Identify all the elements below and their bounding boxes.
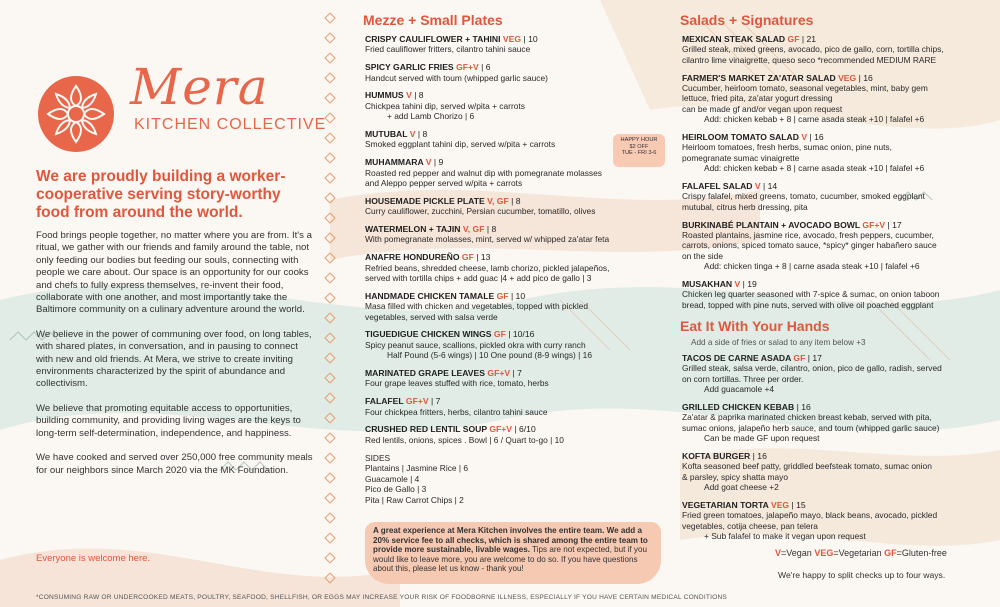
menu-item-price: | 16 bbox=[809, 132, 824, 143]
menu-item bbox=[365, 196, 665, 217]
legend-gf: GF bbox=[884, 548, 897, 558]
menu-item-description: Chickpea tahini dip, served w/pita + carrots bbox=[365, 100, 525, 111]
divider-diamond bbox=[324, 492, 335, 503]
menu-item-description: lettuce, fried pita, za'atar yogurt dressing bbox=[682, 93, 833, 104]
menu-item-description: Kofta seasoned beef patty, griddled beefsteak tomato, sumac onion bbox=[682, 461, 932, 472]
dietary-tag: VEG bbox=[770, 499, 790, 510]
hands-list bbox=[682, 353, 982, 542]
divider-diamond bbox=[324, 472, 335, 483]
menu-item-title bbox=[682, 353, 982, 363]
menu-item-description: Heirloom tomatoes, fresh herbs, sumac onion, pine nuts, bbox=[682, 142, 892, 153]
menu-item-price: | 10 bbox=[523, 34, 538, 44]
divider-diamond bbox=[324, 512, 335, 523]
menu-item-title bbox=[682, 132, 982, 142]
menu-item-name: HEIRLOOM TOMATO SALAD bbox=[682, 132, 799, 143]
menu-item bbox=[682, 181, 982, 212]
divider-diamond bbox=[324, 432, 335, 443]
menu-item-description: Four chickpea fritters, herbs, cilantro tahini sauce bbox=[365, 406, 548, 417]
menu-item-title bbox=[365, 252, 665, 262]
menu-item-name: MUSAKHAN bbox=[682, 279, 733, 290]
side-line: Plantains | Jasmine Rice | 6 bbox=[365, 463, 469, 474]
menu-item bbox=[682, 353, 982, 395]
legend-veg-text: =Vegetarian bbox=[833, 548, 885, 558]
menu-item-description: Grilled steak, mixed greens, avocado, pico de gallo, corn, tortilla chips, bbox=[682, 44, 944, 55]
menu-item-name: SPICY GARLIC FRIES bbox=[365, 62, 454, 73]
menu-item-title bbox=[365, 396, 665, 406]
menu-item-name: HANDMADE CHICKEN TAMALE bbox=[365, 290, 495, 301]
divider-diamond bbox=[324, 532, 335, 543]
menu-item-name: MUTUBAL bbox=[365, 129, 408, 140]
service-fee-bold: A great experience at Mera Kitchen involves the entire team. We add a 20% service fee to all checks, which is shared among the entire team to provide more sustainable, livable wages. bbox=[373, 526, 648, 555]
menu-item bbox=[682, 73, 982, 125]
menu-item-description: mutubal, citrus herb dressing, pita bbox=[682, 201, 808, 212]
menu-item-title bbox=[365, 291, 665, 301]
divider-diamond bbox=[324, 112, 335, 123]
menu-item-price: | 15 bbox=[791, 499, 806, 510]
menu-item-description: vegetables, served with salsa verde bbox=[365, 311, 498, 322]
intro-paragraph: We believe that promoting equitable access to opportunities, building community, and providing living wages are the keys to long-term self-determination, independence, and happiness. bbox=[36, 402, 301, 439]
menu-item-price: | 8 bbox=[511, 195, 521, 206]
menu-item-price: | 6 bbox=[481, 62, 491, 73]
divider-diamond bbox=[324, 92, 335, 103]
service-fee-rest: Tips are not expected, but if you would like to leave more, you are welcome to do so. If you have questions about this, please let us know - thank you! bbox=[373, 545, 647, 574]
column-divider bbox=[324, 14, 334, 604]
menu-item-title bbox=[365, 424, 665, 434]
divider-diamond bbox=[324, 192, 335, 203]
menu-item-price: | 17 bbox=[887, 219, 902, 230]
menu-item-description: vegetables, cotija cheese, pan telera bbox=[682, 520, 818, 531]
menu-item-description: Smoked eggplant tahini dip, served w/pita + carrots bbox=[365, 139, 556, 150]
menu-item-price: | 16 bbox=[752, 450, 767, 461]
dietary-tag: V bbox=[406, 90, 412, 101]
salads-column bbox=[682, 12, 982, 549]
dietary-tag: V bbox=[409, 129, 416, 140]
menu-item bbox=[365, 62, 665, 83]
menu-item bbox=[682, 34, 982, 65]
menu-item-name: CRISPY CAULIFLOWER + TAHINI bbox=[365, 34, 501, 44]
dietary-tag: GF+V bbox=[489, 424, 512, 435]
divider-diamond bbox=[324, 172, 335, 183]
menu-item-title bbox=[365, 62, 665, 72]
menu-item-description: Spicy peanut sauce, scallions, pickled okra with curry ranch bbox=[365, 339, 586, 350]
menu-item-description: + Sub falafel to make it vegan upon request bbox=[704, 530, 866, 541]
menu-item-price: | 10 bbox=[510, 290, 526, 301]
divider-diamond bbox=[324, 372, 335, 383]
menu-item-description: Handcut served with toum (whipped garlic sauce) bbox=[365, 72, 548, 83]
intro-paragraph: Food brings people together, no matter where you are from. It's a ritual, we gather with our friends and family around the table, not only feeding our bodies but feeding our souls, connecting with people we care about. Our space is an opportunity for our cooks and chefs to fully express themselves, re-invent their food, collaborate with one another, and most importantly take the Baltimore community on a culinary adventure around the world. bbox=[36, 230, 312, 316]
menu-item-description: Crispy falafel, mixed greens, tomato, cucumber, smoked eggplant bbox=[682, 191, 925, 202]
mera-logo-icon bbox=[36, 74, 116, 154]
menu-item-description: Add: chicken kebab + 8 | carne asada steak +10 | falafel +6 bbox=[704, 114, 925, 125]
menu-item-description: served with tortilla chips + add guac |4 + add pico de gallo | 3 bbox=[365, 273, 592, 284]
menu-item-title bbox=[682, 220, 982, 230]
brand-subtitle: KITCHEN COLLECTIVE bbox=[134, 116, 327, 133]
menu-item-name: VEGETARIAN TORTA bbox=[682, 499, 769, 510]
side-line: Pico de Gallo | 3 bbox=[365, 484, 427, 495]
menu-item-description: pomegranate sumac vinaigrette bbox=[682, 152, 800, 163]
menu-item-title bbox=[682, 279, 982, 289]
menu-item-description: Cucumber, heirloom tomato, seasonal vegetables, mint, baby gem bbox=[682, 83, 928, 94]
dietary-tag: GF bbox=[793, 352, 806, 363]
divider-diamond bbox=[324, 72, 335, 83]
menu-item bbox=[682, 500, 982, 542]
divider-diamond bbox=[324, 392, 335, 403]
menu-item-description: on the side bbox=[682, 250, 723, 261]
menu-item-name: MARINATED GRAPE LEAVES bbox=[365, 368, 486, 379]
divider-diamond bbox=[324, 132, 335, 143]
menu-item-description: Curry cauliflower, zucchini, Persian cucumber, tomatillo, olives bbox=[365, 206, 596, 217]
sides-list bbox=[365, 453, 665, 506]
divider-diamond bbox=[324, 32, 335, 43]
happy-hour-line: $2 OFF bbox=[629, 143, 649, 150]
menu-item-title bbox=[365, 224, 665, 234]
legend-gf-text: =Gluten-free bbox=[896, 548, 947, 558]
menu-item-price: | 10/16 bbox=[508, 329, 535, 340]
menu-item-description: With pomegranate molasses, mint, served w/ whipped za'atar feta bbox=[365, 234, 610, 245]
menu-item-title bbox=[365, 90, 665, 100]
menu-item-description: bread, topped with pine nuts, served with olive oil poached eggplant bbox=[682, 299, 934, 310]
side-line: Pita | Raw Carrot Chips | 2 bbox=[365, 495, 464, 506]
dietary-tag: GF+V bbox=[862, 219, 886, 230]
happy-hour-line: TUE - FRI 3-6 bbox=[621, 150, 657, 157]
menu-item bbox=[365, 252, 665, 283]
hands-subtitle: Add a side of fries or salad to any item below +3 bbox=[691, 337, 866, 347]
dietary-tag: V bbox=[801, 132, 808, 143]
mezze-list bbox=[365, 34, 665, 445]
mezze-column bbox=[365, 12, 665, 506]
menu-item-description: on corn tortillas. Three per order. bbox=[682, 373, 804, 384]
dietary-tag: GF+V bbox=[405, 396, 429, 407]
menu-item-price: | 7 bbox=[430, 396, 441, 407]
menu-item-description: sumac onions, jalapeño herb sauce, and toum (whipped garlic sauce) bbox=[682, 422, 940, 433]
menu-item-description: Refried beans, shredded cheese, lamb chorizo, pickled jalapeños, bbox=[365, 262, 610, 273]
dietary-tag: GF+V bbox=[456, 62, 479, 73]
menu-item bbox=[682, 402, 982, 444]
menu-item-name: BURKINABÉ PLANTAIN + AVOCADO BOWL bbox=[682, 219, 861, 230]
menu-item-description: Half Pound (5-6 wings) | 10 One pound (8-9 wings) | 16 bbox=[387, 350, 592, 361]
menu-item-description: & parsley, spicy shatta mayo bbox=[682, 471, 788, 482]
menu-item-price: | 13 bbox=[476, 252, 491, 263]
menu-item-name: TACOS DE CARNE ASADA bbox=[682, 352, 792, 363]
divider-diamond bbox=[324, 352, 335, 363]
menu-item-price: | 8 bbox=[417, 129, 428, 140]
service-fee-note bbox=[365, 522, 661, 584]
side-line: SIDES bbox=[365, 452, 391, 463]
menu-item-price: | 16 bbox=[858, 72, 873, 83]
side-line: Guacamole | 4 bbox=[365, 473, 420, 484]
menu-item bbox=[365, 291, 665, 322]
menu-item-description: Chicken leg quarter seasoned with 7-spice & sumac, on onion taboon bbox=[682, 289, 940, 300]
menu-item-name: KOFTA BURGER bbox=[682, 450, 751, 461]
menu-item-description: carrots, onions, spiced tomato sauce, *spicy* ginger habañero sauce bbox=[682, 240, 937, 251]
menu-item-description: Can be made GF upon request bbox=[704, 432, 820, 443]
dietary-tag: V bbox=[754, 181, 761, 192]
intro-paragraph: We have cooked and served over 250,000 free community meals for our neighbors since March 2020 via the MK Foundation. bbox=[36, 452, 313, 476]
menu-item-price: | 19 bbox=[742, 279, 757, 290]
menu-item-price: | 14 bbox=[763, 181, 778, 192]
brand-name: Mera bbox=[130, 58, 269, 116]
menu-item-description: + add Lamb Chorizo | 6 bbox=[387, 111, 475, 122]
dietary-tag: V, GF bbox=[462, 224, 485, 235]
menu-item-title bbox=[365, 329, 665, 339]
dietary-tag: V, GF bbox=[487, 195, 509, 206]
divider-diamond bbox=[324, 272, 335, 283]
divider-diamond bbox=[324, 252, 335, 263]
divider-diamond bbox=[324, 152, 335, 163]
divider-diamond bbox=[324, 212, 335, 223]
menu-item-description: can be made gf and/or vegan upon request bbox=[682, 103, 843, 114]
mission-headline: We are proudly building a worker-cooperative serving story-worthy food from around the world. bbox=[36, 168, 286, 221]
split-checks-note: We're happy to split checks up to four ways. bbox=[778, 570, 946, 580]
divider-diamond bbox=[324, 292, 335, 303]
divider-diamond bbox=[324, 452, 335, 463]
menu-item bbox=[682, 220, 982, 272]
dietary-tag: GF bbox=[493, 329, 506, 340]
menu-item-title bbox=[682, 73, 982, 83]
menu-item-description: Roasted plantains, jasmine rice, avocado, fresh peppers, cucumber, bbox=[682, 230, 934, 241]
legend-v: V bbox=[775, 548, 782, 558]
menu-item-description: and Aleppo pepper served w/pita + carrots bbox=[365, 178, 523, 189]
menu-item-name: ANAFRE HONDUREÑO bbox=[365, 252, 460, 263]
menu-item bbox=[365, 368, 665, 389]
dietary-tag: VEG bbox=[838, 72, 857, 83]
mezze-section-title: Mezze + Small Plates bbox=[363, 12, 503, 28]
menu-item-description: Fried green tomatoes, jalapeño mayo, black beans, avocado, pickled bbox=[682, 510, 938, 521]
food-safety-disclaimer: *CONSUMING RAW OR UNDERCOOKED MEATS, POULTRY, SEAFOOD, SHELLFISH, OR EGGS MAY INCREASE YOUR RISK OF FOODBORNE ILLNESS, ESPECIALLY IF YOU HAVE CERTAIN MEDICAL CONDITIONS bbox=[36, 594, 728, 601]
divider-diamond bbox=[324, 52, 335, 63]
menu-item-name: FARMER'S MARKET ZA'ATAR SALAD bbox=[682, 72, 836, 83]
menu-item bbox=[682, 132, 982, 174]
happy-hour-badge bbox=[613, 134, 665, 167]
legend-v-text: =Vegan bbox=[781, 548, 815, 558]
salads-list bbox=[682, 34, 982, 310]
menu-item-name: CRUSHED RED LENTIL SOUP bbox=[365, 424, 487, 435]
divider-diamond bbox=[324, 572, 335, 583]
dietary-tag: V bbox=[734, 279, 741, 290]
menu-item-description: Red lentils, onions, spices . Bowl | 6 / Quart to-go | 10 bbox=[365, 434, 564, 445]
menu-item-title bbox=[365, 368, 665, 378]
menu-item-description: Add goat cheese +2 bbox=[704, 481, 779, 492]
menu-item-name: FALAFEL SALAD bbox=[682, 181, 753, 192]
menu-item bbox=[365, 34, 665, 55]
menu-item-title bbox=[365, 34, 665, 44]
menu-item-name: HOUSEMADE PICKLE PLATE bbox=[365, 195, 485, 206]
menu-item-price: | 16 bbox=[796, 401, 811, 412]
menu-item-price: | 8 bbox=[486, 224, 497, 235]
welcome-note: Everyone is welcome here. bbox=[36, 553, 151, 564]
menu-item-name: HUMMUS bbox=[365, 90, 404, 101]
menu-item bbox=[365, 396, 665, 417]
menu-item-description: Four grape leaves stuffed with rice, tomato, herbs bbox=[365, 378, 549, 389]
dietary-tag: V bbox=[425, 157, 432, 168]
menu-item-name: WATERMELON + TAJIN bbox=[365, 224, 461, 235]
menu-item bbox=[682, 451, 982, 493]
menu-item-description: Fried cauliflower fritters, cilantro tahini sauce bbox=[365, 44, 531, 55]
menu-item-price: | 21 bbox=[801, 34, 817, 44]
divider-diamond bbox=[324, 332, 335, 343]
menu-item-name: FALAFEL bbox=[365, 396, 404, 407]
divider-diamond bbox=[324, 312, 335, 323]
dietary-tag: GF bbox=[461, 252, 474, 263]
menu-item-price: | 8 bbox=[414, 90, 424, 101]
intro-text bbox=[36, 230, 316, 489]
menu-item-price: | 7 bbox=[512, 368, 522, 379]
menu-item-name: TIGUEDIGUE CHICKEN WINGS bbox=[365, 329, 492, 340]
menu-item-price: | 6/10 bbox=[514, 424, 536, 435]
menu-item-name: MUHAMMARA bbox=[365, 157, 424, 168]
menu-item-price: | 9 bbox=[433, 157, 444, 168]
menu-item-title bbox=[365, 196, 665, 206]
divider-diamond bbox=[324, 12, 335, 23]
menu-item-description: Za'atar & paprika marinated chicken breast kebab, served with pita, bbox=[682, 412, 932, 423]
menu-item-title bbox=[682, 500, 982, 510]
menu-item-description: Add: chicken tinga + 8 | carne asada steak +10 | falafel +6 bbox=[704, 261, 920, 272]
salads-section-title: Salads + Signatures bbox=[680, 12, 814, 28]
menu-item-price: | 17 bbox=[807, 352, 822, 363]
menu-item-title bbox=[682, 34, 982, 44]
hands-section-title: Eat It With Your Hands bbox=[680, 317, 830, 334]
menu-item bbox=[682, 279, 982, 310]
menu-item-name: MEXICAN STEAK SALAD bbox=[682, 34, 786, 44]
menu-item-description: Add guacamole +4 bbox=[704, 383, 775, 394]
dietary-tag: GF+V bbox=[487, 368, 511, 379]
menu-item-description: Masa filled with chicken and vegetables, topped with pickled bbox=[365, 301, 588, 312]
divider-diamond bbox=[324, 232, 335, 243]
happy-hour-line: HAPPY HOUR bbox=[620, 137, 658, 143]
dietary-tag: VEG bbox=[502, 34, 522, 44]
menu-item-description: Add: chicken kebab + 8 | carne asada steak +10 | falafel +6 bbox=[704, 163, 925, 174]
menu-item-title bbox=[682, 402, 982, 412]
divider-diamond bbox=[324, 552, 335, 563]
menu-item-description: cilantro lime vinaigrette, queso seco *recommended MEDIUM RARE bbox=[682, 54, 937, 65]
menu-item bbox=[365, 424, 665, 445]
menu-item bbox=[365, 224, 665, 245]
menu-item-title bbox=[682, 181, 982, 191]
legend-veg: VEG bbox=[814, 548, 834, 558]
menu-item bbox=[365, 90, 665, 121]
menu-item-description: Roasted red pepper and walnut dip with pomegranate molasses bbox=[365, 167, 602, 178]
divider-diamond bbox=[324, 412, 335, 423]
dietary-tag: GF bbox=[787, 34, 800, 44]
dietary-legend bbox=[775, 548, 947, 558]
menu-item-description: Grilled steak, salsa verde, cilantro, onion, pico de gallo, radish, served bbox=[682, 363, 942, 374]
menu-item-name: GRILLED CHICKEN KEBAB bbox=[682, 401, 795, 412]
dietary-tag: GF bbox=[496, 290, 509, 301]
intro-paragraph: We believe in the power of communing over food, on long tables, with shared plates, in conversation, and in pausing to connect with new and old friends. At Mera, we strive to create inviting environments characterized by the spirit of abundance and collectivism. bbox=[36, 328, 312, 390]
menu-item-title bbox=[682, 451, 982, 461]
menu-item bbox=[365, 329, 665, 360]
